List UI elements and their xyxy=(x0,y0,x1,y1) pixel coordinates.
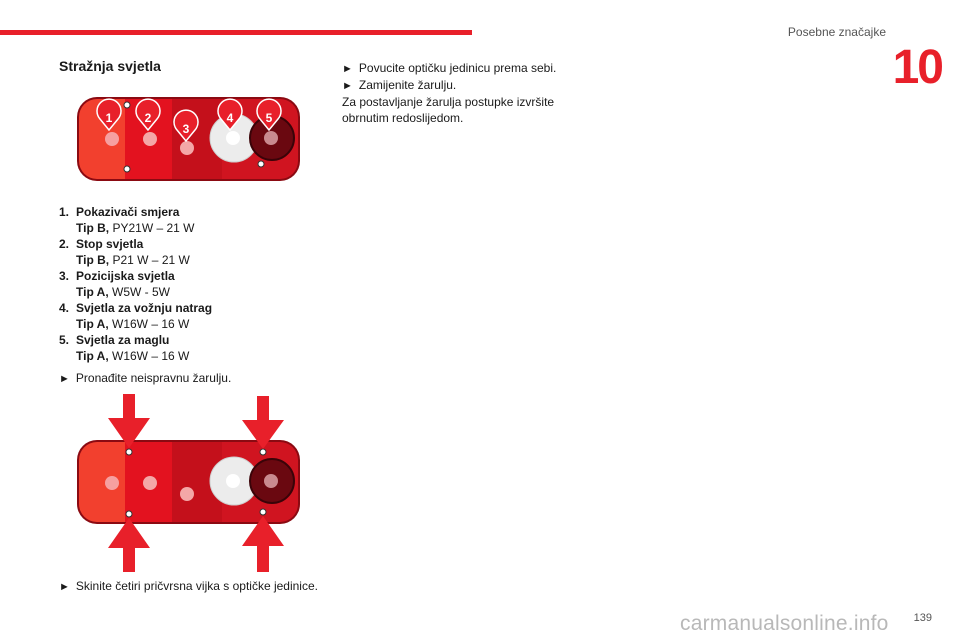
step-pull-unit: ► Povucite optičku jedinicu prema sebi. xyxy=(342,61,557,75)
screw-location-diagram xyxy=(76,392,302,574)
svg-text:1: 1 xyxy=(105,111,113,125)
bulb-list xyxy=(59,204,212,364)
step-replace-bulb: ► Zamijenite žarulju. xyxy=(342,78,457,92)
screw-arrow-down-icon xyxy=(108,394,150,448)
svg-text:5: 5 xyxy=(265,111,273,125)
fixing-screw xyxy=(258,161,264,167)
step-remove-screws: ► Skinite četiri pričvrsna vijka s optičke jedinice. xyxy=(59,579,318,593)
list-item: 4. Svjetla za vožnju natrag Tip A, W16W – 16 W xyxy=(59,301,213,331)
svg-text:3: 3 xyxy=(182,122,190,136)
fixing-screw xyxy=(124,166,130,172)
step-marker-icon: ► xyxy=(59,581,70,593)
section-label: Posebne značajke xyxy=(787,25,886,39)
fixing-screw xyxy=(126,449,132,455)
screw-arrow-up-icon xyxy=(108,518,150,572)
step-marker-icon: ► xyxy=(342,80,353,92)
watermark: carmanualsonline.info xyxy=(680,612,889,635)
right-column xyxy=(342,60,582,126)
svg-text:4: 4 xyxy=(226,111,234,125)
list-item: 2. Stop svjetla Tip B, P21 W – 21 W xyxy=(59,237,190,267)
step-marker-icon: ► xyxy=(59,373,70,385)
fixing-screw xyxy=(126,511,132,517)
screw-arrow-up-icon xyxy=(242,516,284,572)
page-number: 139 xyxy=(913,612,932,624)
fixing-screw xyxy=(260,449,266,455)
step-marker-icon: ► xyxy=(342,63,353,75)
chapter-number: 10 xyxy=(892,41,942,94)
list-item: 1. Pokazivači smjera Tip B, PY21W – 21 W xyxy=(59,205,195,235)
step-reassemble: Za postavljanje žarulja postupke izvršite obrnutim redoslijedom. xyxy=(342,95,555,125)
header-red-bar xyxy=(0,30,472,35)
fixing-screw xyxy=(124,102,130,108)
page-title: Stražnja svjetla xyxy=(59,58,161,74)
fixing-screw xyxy=(260,509,266,515)
list-item: 3. Pozicijska svjetla Tip A, W5W - 5W xyxy=(59,269,175,299)
tail-lamp-diagram xyxy=(76,95,302,185)
list-item: 5. Svjetla za maglu Tip A, W16W – 16 W xyxy=(59,333,190,363)
step-find-bulb: ► Pronađite neispravnu žarulju. xyxy=(59,371,232,385)
svg-text:2: 2 xyxy=(144,111,152,125)
